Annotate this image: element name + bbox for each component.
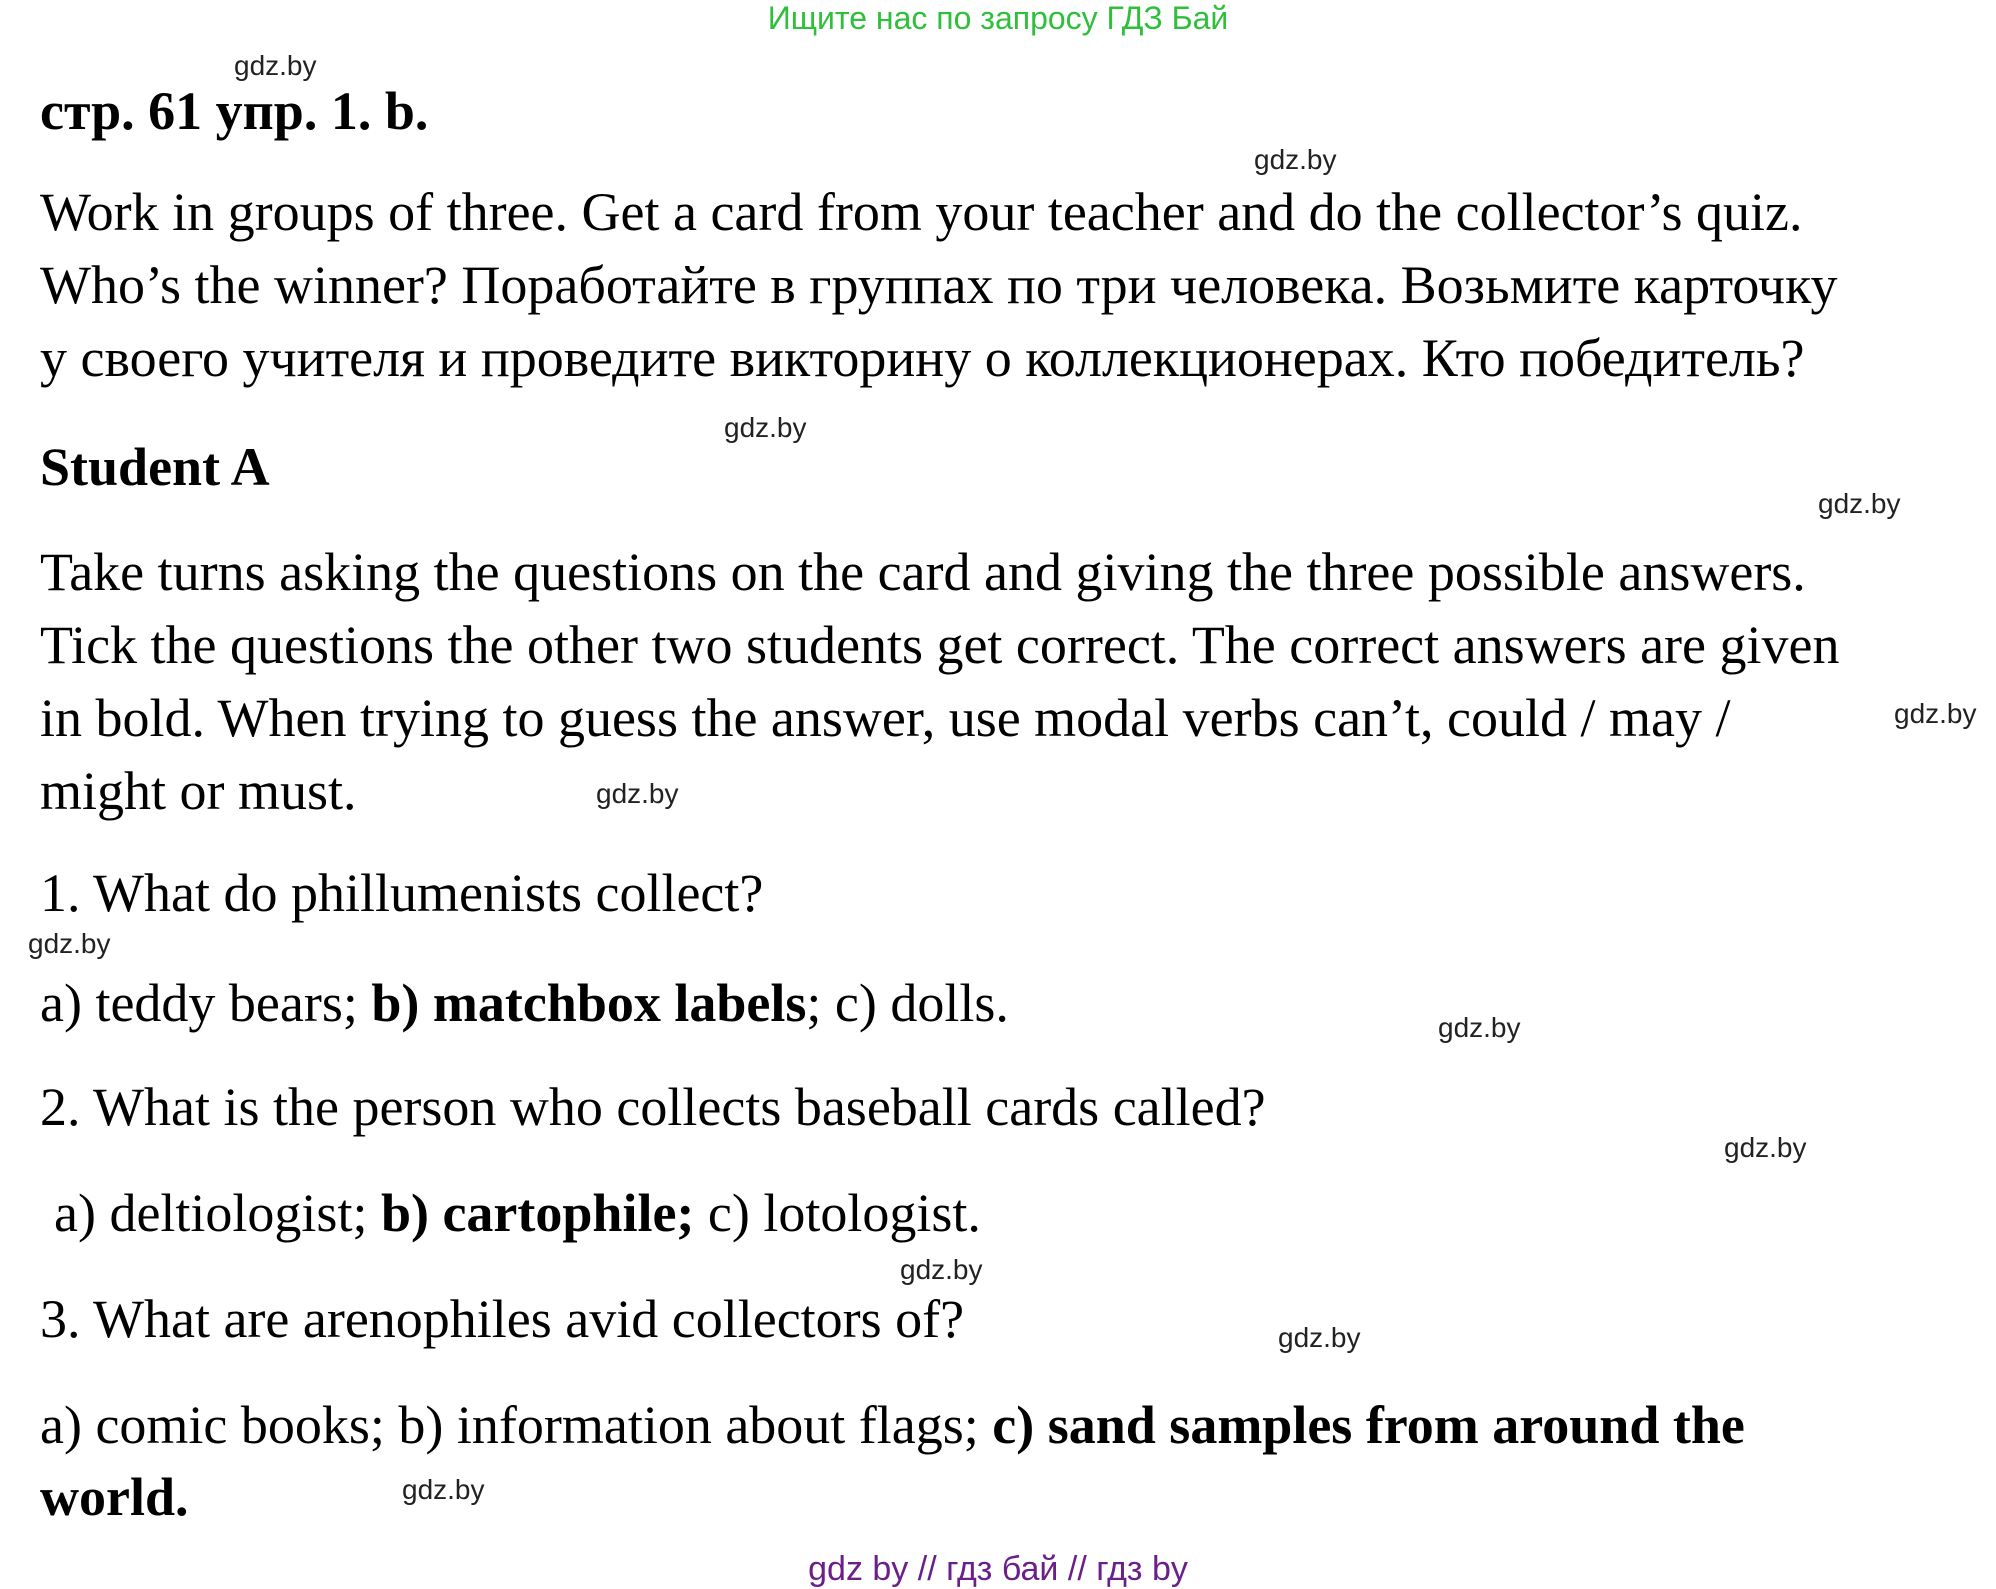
answers-3 [40, 1394, 1745, 1456]
watermark: gdz.by [1278, 1322, 1361, 1353]
answers-2 [54, 1182, 981, 1244]
watermark: gdz.by [596, 778, 679, 809]
watermark: gdz.by [1724, 1132, 1807, 1163]
student-heading: Student A [40, 437, 270, 497]
watermark: gdz.by [234, 50, 317, 81]
watermark: gdz.by [1438, 1012, 1521, 1043]
answer-1-a: a) teddy bears; [40, 973, 372, 1033]
page-title: стр. 61 упр. 1. b. [40, 81, 429, 141]
answer-2-a: a) deltiologist; [54, 1183, 381, 1243]
instructions-line-3: in bold. When trying to guess the answer, use modal verbs can’t, could / may / [40, 688, 1731, 748]
answer-2-b-correct: b) cartophile; [380, 1183, 695, 1243]
watermark: gdz.by [900, 1254, 983, 1285]
instructions-paragraph [40, 536, 1839, 828]
top-banner: Ищите нас по запросу ГДЗ Бай [767, 0, 1229, 36]
question-2: 2. What is the person who collects baseball cards called? [40, 1077, 1266, 1137]
answer-2-c: c) lotologist. [694, 1183, 981, 1243]
question-3: 3. What are arenophiles avid collectors of? [40, 1289, 965, 1349]
intro-line-2: Who’s the winner? Поработайте в группах по три человека. Возьмите карточку [40, 255, 1838, 315]
intro-paragraph [40, 176, 1838, 395]
question-1: 1. What do phillumenists collect? [40, 863, 764, 923]
watermark: gdz.by [28, 928, 111, 959]
answer-3-c-correct-end: world. [40, 1467, 189, 1527]
watermark: gdz.by [1818, 488, 1901, 519]
footer-links: gdz by // гдз бай // гдз by [808, 1550, 1188, 1588]
answer-3-c-correct: c) sand samples from around the [992, 1395, 1745, 1455]
intro-line-1: Work in groups of three. Get a card from your teacher and do the collector’s quiz. [40, 182, 1803, 242]
answer-3-ab: a) comic books; b) information about flags; [40, 1395, 993, 1455]
answer-1-b-correct: b) matchbox labels [371, 973, 807, 1033]
instructions-line-2: Tick the questions the other two students get correct. The correct answers are given [40, 615, 1840, 675]
answers-1 [40, 972, 1009, 1034]
intro-line-3: у своего учителя и проведите викторину о коллекционерах. Кто победитель? [40, 328, 1805, 388]
instructions-line-1: Take turns asking the questions on the card and giving the three possible answers. [40, 542, 1806, 602]
watermark: gdz.by [1894, 698, 1977, 729]
watermark: gdz.by [724, 412, 807, 443]
watermark: gdz.by [402, 1474, 485, 1505]
watermark: gdz.by [1254, 144, 1337, 175]
answers-3-continued [40, 1466, 189, 1528]
instructions-line-4: might or must. [40, 761, 357, 821]
answer-1-c: ; c) dolls. [806, 973, 1009, 1033]
